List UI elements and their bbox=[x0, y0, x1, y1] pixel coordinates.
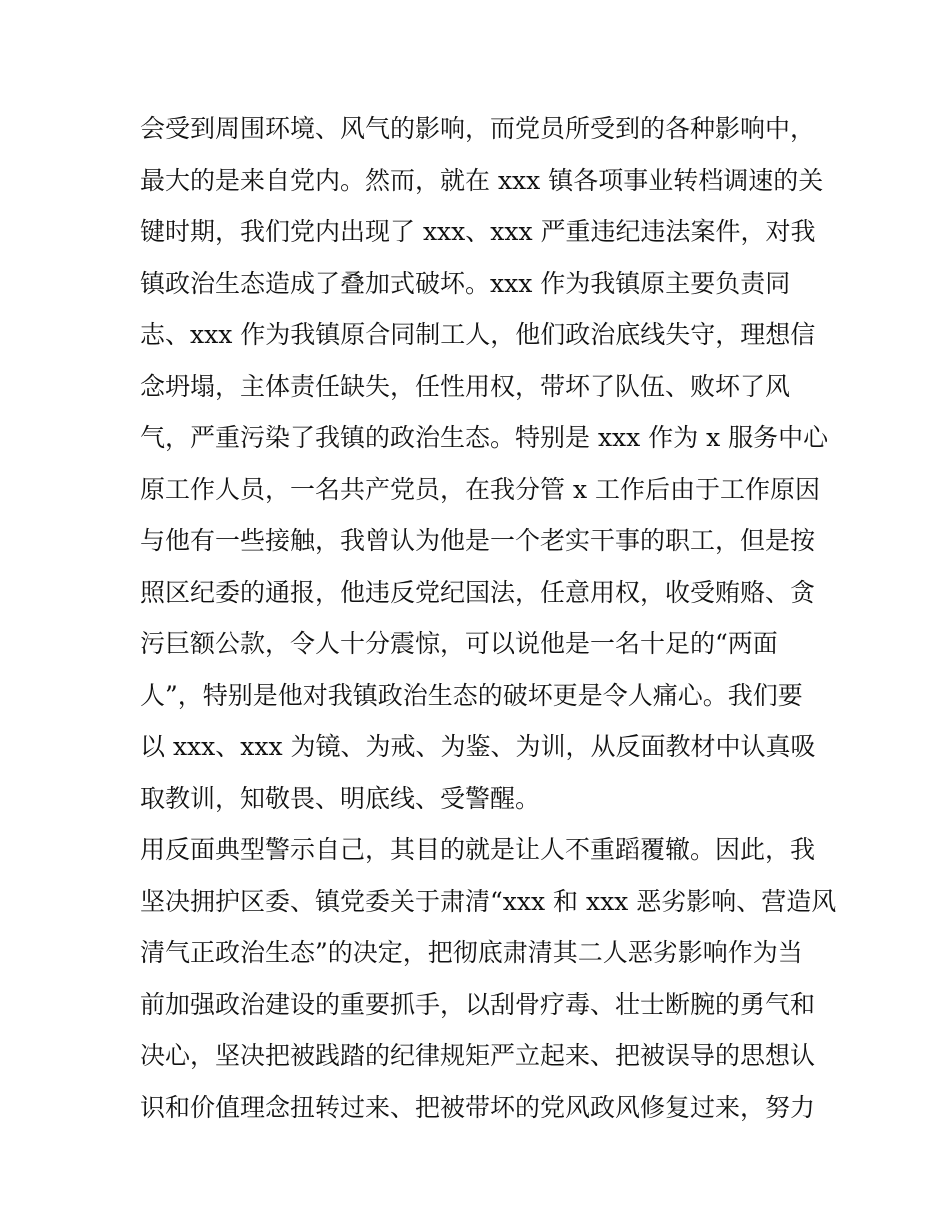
text-line: 镇政治生态造成了叠加式破坏。xxx 作为我镇原主要负责同 bbox=[140, 268, 791, 298]
text-line: 键时期，我们党内出现了 xxx、xxx 严重违纪违法案件，对我 bbox=[140, 217, 816, 246]
text-line: 原工作人员，一名共产党员，在我分管 x 工作后由于工作原因 bbox=[140, 474, 820, 504]
text-line: 坚决拥护区委、镇党委关于肃清“xxx 和 xxx 恶劣影响、营造风 bbox=[140, 886, 837, 916]
text-line: 清气正政治生态”的决定，把彻底肃清其二人恶劣影响作为当 bbox=[140, 938, 803, 967]
text-line: 人”，特别是他对我镇政治生态的破坏更是令人痛心。我们要 bbox=[140, 680, 803, 710]
text-line: 取教训，知敬畏、明底线、受警醒。 bbox=[140, 783, 541, 813]
text-line: 污巨额公款，令人十分震惊，可以说他是一名十足的“两面 bbox=[140, 629, 778, 658]
text-line: 会受到周围环境、风气的影响，而党员所受到的各种影响中， bbox=[140, 114, 816, 143]
text-line: 照区纪委的通报，他违反党纪国法，任意用权，收受贿赂、贪 bbox=[140, 577, 816, 607]
text-line: 前加强政治建设的重要抓手，以刮骨疗毒、壮士断腕的勇气和 bbox=[140, 989, 816, 1019]
text-line: 与他有一些接触，我曾认为他是一个老实干事的职工，但是按 bbox=[140, 526, 816, 555]
text-line: 志、xxx 作为我镇原合同制工人，他们政治底线失守，理想信 bbox=[140, 320, 816, 349]
text-line: 以 xxx、xxx 为镜、为戒、为鉴、为训，从反面教材中认真吸 bbox=[140, 732, 816, 761]
text-line: 气，严重污染了我镇的政治生态。特别是 xxx 作为 x 服务中心 bbox=[140, 423, 829, 452]
text-line: 识和价值理念扭转过来、把被带坏的党风政风修复过来，努力 bbox=[140, 1092, 816, 1122]
body-text bbox=[140, 103, 837, 1133]
text-line: 念坍塌，主体责任缺失，任性用权，带坏了队伍、败坏了风 bbox=[140, 371, 791, 401]
text-line: 最大的是来自党内。然而，就在 xxx 镇各项事业转档调速的关 bbox=[140, 165, 824, 195]
text-line: 决心，坚决把被践踏的纪律规矩严立起来、把被误导的思想认 bbox=[140, 1041, 816, 1070]
text-line: 用反面典型警示自己，其目的就是让人不重蹈覆辙。因此，我 bbox=[140, 835, 816, 864]
